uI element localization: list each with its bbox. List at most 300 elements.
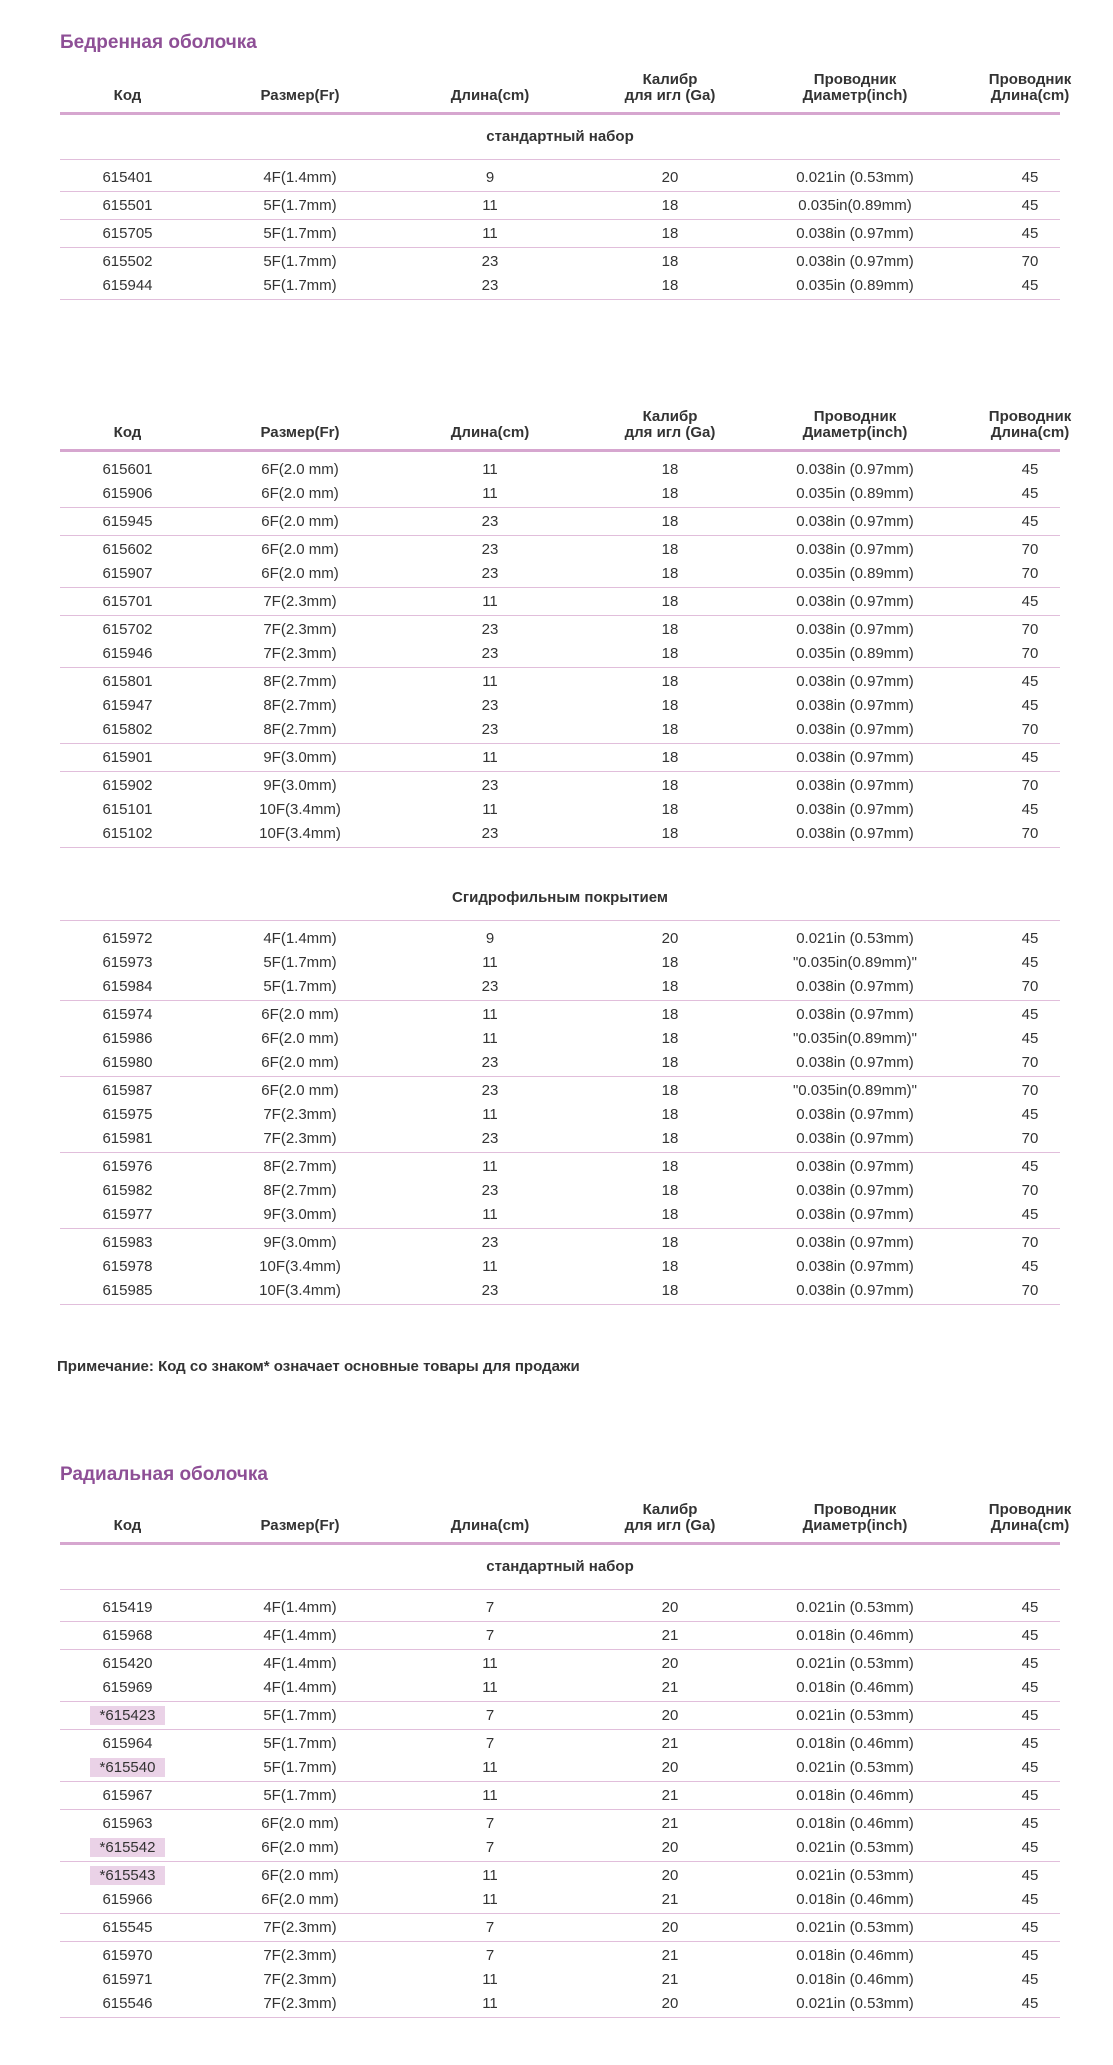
length-cell: 11 <box>482 749 498 766</box>
wire-length-cell: 45 <box>1021 801 1039 818</box>
wire-length-cell: 45 <box>1021 1839 1039 1856</box>
table-row <box>60 1103 1060 1127</box>
size-cell: 4F(1.4mm) <box>263 1655 337 1672</box>
length-cell: 11 <box>482 197 498 214</box>
code-cell: 615983 <box>102 1234 153 1251</box>
size-cell: 9F(3.0mm) <box>263 1206 337 1223</box>
size-cell: 6F(2.0 mm) <box>261 1867 339 1884</box>
size-cell: 5F(1.7mm) <box>263 1787 337 1804</box>
table-row <box>60 1079 1060 1103</box>
table-row <box>60 1704 1060 1728</box>
row-group <box>60 508 1060 536</box>
code-cell: 615802 <box>102 721 153 738</box>
header-length <box>400 88 580 104</box>
highlighted-code: *615542 <box>90 1838 166 1857</box>
diameter-cell: 0.021in (0.53mm) <box>796 1919 914 1936</box>
size-cell: 9F(3.0mm) <box>263 749 337 766</box>
length-cell: 9 <box>485 169 495 186</box>
wire-length-cell: 70 <box>1021 777 1039 794</box>
wire-length-cell: 45 <box>1021 930 1039 947</box>
size-cell: 9F(3.0mm) <box>263 777 337 794</box>
diameter-cell: 0.038in (0.97mm) <box>796 1006 914 1023</box>
size-cell: 10F(3.4mm) <box>259 1258 341 1275</box>
size-cell: 6F(2.0 mm) <box>261 513 339 530</box>
row-group <box>60 1077 1060 1153</box>
length-cell: 23 <box>481 253 499 270</box>
needle-cell: 21 <box>661 1679 679 1696</box>
needle-cell: 21 <box>661 1947 679 1964</box>
needle-cell: 20 <box>661 1599 679 1616</box>
size-cell: 6F(2.0 mm) <box>261 485 339 502</box>
size-cell: 6F(2.0 mm) <box>261 1891 339 1908</box>
needle-cell: 18 <box>661 461 679 478</box>
diameter-cell: 0.021in (0.53mm) <box>796 169 914 186</box>
wire-length-cell: 45 <box>1021 1867 1039 1884</box>
wire-length-cell: 45 <box>1021 1599 1039 1616</box>
row-group <box>60 220 1060 248</box>
code-cell: 615419 <box>102 1599 153 1616</box>
table-row <box>60 694 1060 718</box>
size-cell: 5F(1.7mm) <box>263 253 337 270</box>
code-cell <box>60 1864 195 1888</box>
table-row <box>60 951 1060 975</box>
header-line: для игл (Ga) <box>624 424 716 441</box>
wire-length-cell: 70 <box>1021 541 1039 558</box>
table-row <box>60 1027 1060 1051</box>
length-cell: 23 <box>481 777 499 794</box>
radial-standard-table <box>60 1490 1072 2018</box>
length-cell: 11 <box>482 673 498 690</box>
table-row <box>60 482 1060 506</box>
code-cell: 615977 <box>102 1206 153 1223</box>
size-cell: 8F(2.7mm) <box>263 697 337 714</box>
diameter-cell: 0.021in (0.53mm) <box>796 1759 914 1776</box>
diameter-cell: 0.038in (0.97mm) <box>796 721 914 738</box>
table-row <box>60 1836 1060 1860</box>
code-cell: 615973 <box>102 954 153 971</box>
size-cell: 6F(2.0 mm) <box>261 541 339 558</box>
needle-cell: 18 <box>661 565 679 582</box>
size-cell: 5F(1.7mm) <box>263 1707 337 1724</box>
code-cell: 615980 <box>102 1054 153 1071</box>
row-group <box>60 921 1060 1001</box>
row-group <box>60 1001 1060 1077</box>
length-cell: 23 <box>481 1282 499 1299</box>
code-cell: 615975 <box>102 1106 153 1123</box>
header-line: Калибр <box>642 1501 698 1518</box>
length-cell: 11 <box>482 1891 498 1908</box>
length-cell: 7 <box>485 1707 495 1724</box>
header-line: Код <box>113 424 142 441</box>
table-row <box>60 510 1060 534</box>
table-row <box>60 1784 1060 1808</box>
size-cell: 10F(3.4mm) <box>259 1282 341 1299</box>
code-cell: 615545 <box>102 1919 153 1936</box>
code-cell: 615984 <box>102 978 153 995</box>
code-cell: 615968 <box>102 1627 153 1644</box>
code-cell <box>60 1836 195 1860</box>
length-cell: 11 <box>482 1759 498 1776</box>
wire-length-cell: 45 <box>1021 225 1039 242</box>
needle-cell: 18 <box>661 1258 679 1275</box>
size-cell: 7F(2.3mm) <box>263 1995 337 2012</box>
diameter-cell: 0.038in (0.97mm) <box>796 253 914 270</box>
diameter-cell: 0.038in (0.97mm) <box>796 1206 914 1223</box>
header-line: Проводник <box>813 408 897 425</box>
code-cell: 615420 <box>102 1655 153 1672</box>
table-row <box>60 670 1060 694</box>
diameter-cell: 0.038in (0.97mm) <box>796 978 914 995</box>
row-group <box>60 588 1060 616</box>
length-cell: 11 <box>482 1971 498 1988</box>
table-row <box>60 1255 1060 1279</box>
header-line: Длина(cm) <box>450 1517 530 1534</box>
table-row <box>60 1916 1060 1940</box>
header-line: Диаметр(inch) <box>802 1517 908 1534</box>
row-group <box>60 452 1060 508</box>
size-cell: 6F(2.0 mm) <box>261 1006 339 1023</box>
code-cell: 615602 <box>102 541 153 558</box>
needle-cell: 20 <box>661 1995 679 2012</box>
length-cell: 23 <box>481 697 499 714</box>
length-cell: 23 <box>481 541 499 558</box>
diameter-cell: "0.035in(0.89mm)" <box>792 1030 918 1047</box>
wire-length-cell: 45 <box>1021 593 1039 610</box>
table-header <box>60 60 1072 115</box>
wire-length-cell: 45 <box>1021 673 1039 690</box>
header-code <box>60 88 195 104</box>
header-line: Длина(cm) <box>450 424 530 441</box>
diameter-cell: 0.021in (0.53mm) <box>796 1867 914 1884</box>
table-header <box>60 397 1072 452</box>
length-cell: 11 <box>482 1655 498 1672</box>
length-cell: 11 <box>482 1867 498 1884</box>
wire-length-cell: 45 <box>1021 197 1039 214</box>
needle-cell: 21 <box>661 1971 679 1988</box>
wire-length-cell: 45 <box>1021 749 1039 766</box>
code-cell: 615502 <box>102 253 153 270</box>
wire-length-cell: 45 <box>1021 461 1039 478</box>
needle-cell: 18 <box>661 621 679 638</box>
header-diameter <box>750 1502 960 1534</box>
table-row <box>60 798 1060 822</box>
header-line: Диаметр(inch) <box>802 87 908 104</box>
table-row <box>60 1888 1060 1912</box>
size-cell: 4F(1.4mm) <box>263 930 337 947</box>
highlighted-code: *615540 <box>90 1758 166 1777</box>
diameter-cell: 0.038in (0.97mm) <box>796 225 914 242</box>
row-group <box>60 1914 1060 1942</box>
needle-cell: 18 <box>661 197 679 214</box>
wire-length-cell: 70 <box>1021 253 1039 270</box>
code-cell: 615945 <box>102 513 153 530</box>
wire-length-cell: 45 <box>1021 485 1039 502</box>
row-group <box>60 744 1060 772</box>
wire-length-cell: 70 <box>1021 978 1039 995</box>
needle-cell: 18 <box>661 1054 679 1071</box>
size-cell: 5F(1.7mm) <box>263 1735 337 1752</box>
size-cell: 7F(2.3mm) <box>263 621 337 638</box>
size-cell: 7F(2.3mm) <box>263 1971 337 1988</box>
length-cell: 23 <box>481 1182 499 1199</box>
length-cell: 11 <box>482 801 498 818</box>
diameter-cell: 0.038in (0.97mm) <box>796 1282 914 1299</box>
code-cell: 615947 <box>102 697 153 714</box>
needle-cell: 18 <box>661 645 679 662</box>
needle-cell: 18 <box>661 697 679 714</box>
row-group <box>60 668 1060 744</box>
size-cell: 5F(1.7mm) <box>263 1759 337 1776</box>
code-cell: 615969 <box>102 1679 153 1696</box>
wire-length-cell: 45 <box>1021 1787 1039 1804</box>
wire-length-cell: 45 <box>1021 1919 1039 1936</box>
header-line: Проводник <box>988 1501 1072 1518</box>
table-row <box>60 1179 1060 1203</box>
diameter-cell: 0.038in (0.97mm) <box>796 1106 914 1123</box>
needle-cell: 18 <box>661 1130 679 1147</box>
table-row <box>60 166 1060 190</box>
header-line: Калибр <box>642 408 698 425</box>
needle-cell: 18 <box>661 673 679 690</box>
code-cell: 615901 <box>102 749 153 766</box>
length-cell: 7 <box>485 1599 495 1616</box>
length-cell: 11 <box>482 593 498 610</box>
wire-length-cell: 70 <box>1021 1054 1039 1071</box>
diameter-cell: 0.018in (0.46mm) <box>796 1787 914 1804</box>
table-row <box>60 1231 1060 1255</box>
length-cell: 23 <box>481 1082 499 1099</box>
code-cell: 615985 <box>102 1282 153 1299</box>
header-line: для игл (Ga) <box>624 1517 716 1534</box>
table-row <box>60 1203 1060 1227</box>
row-group <box>60 248 1060 300</box>
wire-length-cell: 45 <box>1021 1655 1039 1672</box>
wire-length-cell: 45 <box>1021 1759 1039 1776</box>
code-cell <box>60 1756 195 1780</box>
length-cell: 11 <box>482 461 498 478</box>
row-group <box>60 1810 1060 1862</box>
length-cell: 23 <box>481 825 499 842</box>
diameter-cell: 0.035in(0.89mm) <box>798 197 912 214</box>
needle-cell: 18 <box>661 1106 679 1123</box>
table-row <box>60 1155 1060 1179</box>
wire-length-cell: 70 <box>1021 1130 1039 1147</box>
header-needle <box>580 1502 760 1534</box>
highlighted-code: *615543 <box>90 1866 166 1885</box>
header-diameter <box>750 409 960 441</box>
needle-cell: 20 <box>661 1759 679 1776</box>
wire-length-cell: 70 <box>1021 1082 1039 1099</box>
needle-cell: 18 <box>661 825 679 842</box>
diameter-cell: 0.038in (0.97mm) <box>796 1182 914 1199</box>
code-cell: 615705 <box>102 225 153 242</box>
size-cell: 4F(1.4mm) <box>263 1627 337 1644</box>
diameter-cell: 0.035in (0.89mm) <box>796 645 914 662</box>
needle-cell: 18 <box>661 801 679 818</box>
length-cell: 11 <box>482 954 498 971</box>
header-diameter <box>750 72 960 104</box>
code-cell: 615964 <box>102 1735 153 1752</box>
wire-length-cell: 45 <box>1021 1030 1039 1047</box>
needle-cell: 18 <box>661 1030 679 1047</box>
length-cell: 23 <box>481 1054 499 1071</box>
needle-cell: 21 <box>661 1735 679 1752</box>
needle-cell: 20 <box>661 930 679 947</box>
code-cell: 615978 <box>102 1258 153 1275</box>
needle-cell: 21 <box>661 1815 679 1832</box>
wire-length-cell: 45 <box>1021 1158 1039 1175</box>
wire-length-cell: 45 <box>1021 1627 1039 1644</box>
diameter-cell: 0.038in (0.97mm) <box>796 801 914 818</box>
code-cell: 615986 <box>102 1030 153 1047</box>
diameter-cell: 0.035in (0.89mm) <box>796 277 914 294</box>
diameter-cell: 0.035in (0.89mm) <box>796 485 914 502</box>
length-cell: 23 <box>481 1130 499 1147</box>
header-length <box>400 425 580 441</box>
size-cell: 6F(2.0 mm) <box>261 1839 339 1856</box>
length-cell: 7 <box>485 1919 495 1936</box>
header-line: Размер(Fr) <box>260 87 340 104</box>
size-cell: 8F(2.7mm) <box>263 673 337 690</box>
diameter-cell: 0.018in (0.46mm) <box>796 1947 914 1964</box>
table-row <box>60 250 1060 274</box>
table-row <box>60 618 1060 642</box>
diameter-cell: "0.035in(0.89mm)" <box>792 954 918 971</box>
row-group <box>60 616 1060 668</box>
wire-length-cell: 70 <box>1021 621 1039 638</box>
code-cell: 615101 <box>102 801 153 818</box>
header-line: Размер(Fr) <box>260 424 340 441</box>
header-size <box>200 425 400 441</box>
code-cell: 615963 <box>102 1815 153 1832</box>
header-length <box>400 1518 580 1534</box>
wire-length-cell: 45 <box>1021 277 1039 294</box>
length-cell: 7 <box>485 1735 495 1752</box>
wire-length-cell: 45 <box>1021 169 1039 186</box>
wire-length-cell: 45 <box>1021 1947 1039 1964</box>
size-cell: 7F(2.3mm) <box>263 645 337 662</box>
table-row <box>60 1944 1060 1968</box>
wire-length-cell: 45 <box>1021 1258 1039 1275</box>
wire-length-cell: 45 <box>1021 954 1039 971</box>
wire-length-cell: 70 <box>1021 1234 1039 1251</box>
radial-section-title: Радиальная оболочка <box>60 1464 268 1485</box>
table-row <box>60 1812 1060 1836</box>
size-cell: 5F(1.7mm) <box>263 197 337 214</box>
table-row <box>60 1624 1060 1648</box>
table-row <box>60 1756 1060 1780</box>
size-cell: 6F(2.0 mm) <box>261 1030 339 1047</box>
diameter-cell: 0.018in (0.46mm) <box>796 1891 914 1908</box>
code-cell: 615702 <box>102 621 153 638</box>
diameter-cell: 0.038in (0.97mm) <box>796 1130 914 1147</box>
diameter-cell: 0.018in (0.46mm) <box>796 1627 914 1644</box>
wire-length-cell: 70 <box>1021 825 1039 842</box>
table-row <box>60 1127 1060 1151</box>
length-cell: 7 <box>485 1839 495 1856</box>
diameter-cell: 0.038in (0.97mm) <box>796 1258 914 1275</box>
note-text: Примечание: Код со знаком* означает основные товары для продажи <box>57 1358 580 1375</box>
table-row <box>60 1279 1060 1303</box>
wire-length-cell: 70 <box>1021 721 1039 738</box>
header-line: Код <box>113 1517 142 1534</box>
header-line: Длина(cm) <box>450 87 530 104</box>
code-cell: 615987 <box>102 1082 153 1099</box>
needle-cell: 20 <box>661 169 679 186</box>
size-cell: 4F(1.4mm) <box>263 1599 337 1616</box>
table-row <box>60 458 1060 482</box>
size-cell: 9F(3.0mm) <box>263 1234 337 1251</box>
table-row <box>60 927 1060 951</box>
code-cell: 615981 <box>102 1130 153 1147</box>
diameter-cell: 0.018in (0.46mm) <box>796 1815 914 1832</box>
header-line: Размер(Fr) <box>260 1517 340 1534</box>
needle-cell: 18 <box>661 513 679 530</box>
diameter-cell: 0.038in (0.97mm) <box>796 697 914 714</box>
diameter-cell: 0.038in (0.97mm) <box>796 825 914 842</box>
diameter-cell: 0.038in (0.97mm) <box>796 777 914 794</box>
needle-cell: 18 <box>661 541 679 558</box>
size-cell: 6F(2.0 mm) <box>261 1815 339 1832</box>
code-cell: 615974 <box>102 1006 153 1023</box>
code-cell: 615970 <box>102 1947 153 1964</box>
length-cell: 11 <box>482 1030 498 1047</box>
diameter-cell: 0.038in (0.97mm) <box>796 1234 914 1251</box>
row-group <box>60 1153 1060 1229</box>
wire-length-cell: 45 <box>1021 1891 1039 1908</box>
diameter-cell: 0.038in (0.97mm) <box>796 461 914 478</box>
length-cell: 11 <box>482 1995 498 2012</box>
needle-cell: 18 <box>661 1282 679 1299</box>
length-cell: 7 <box>485 1947 495 1964</box>
length-cell: 11 <box>482 1206 498 1223</box>
table-row <box>60 822 1060 846</box>
size-cell: 8F(2.7mm) <box>263 1182 337 1199</box>
diameter-cell: 0.021in (0.53mm) <box>796 1995 914 2012</box>
wire-length-cell: 70 <box>1021 1182 1039 1199</box>
needle-cell: 18 <box>661 253 679 270</box>
size-cell: 7F(2.3mm) <box>263 1919 337 1936</box>
diameter-cell: "0.035in(0.89mm)" <box>792 1082 918 1099</box>
length-cell: 23 <box>481 1234 499 1251</box>
length-cell: 7 <box>485 1627 495 1644</box>
wire-length-cell: 45 <box>1021 1006 1039 1023</box>
row-group <box>60 1782 1060 1810</box>
needle-cell: 21 <box>661 1627 679 1644</box>
header-size <box>200 1518 400 1534</box>
needle-cell: 18 <box>661 485 679 502</box>
size-cell: 10F(3.4mm) <box>259 801 341 818</box>
needle-cell: 21 <box>661 1891 679 1908</box>
length-cell: 23 <box>481 621 499 638</box>
diameter-cell: 0.038in (0.97mm) <box>796 621 914 638</box>
code-cell: 615907 <box>102 565 153 582</box>
code-cell: 615501 <box>102 197 153 214</box>
row-group <box>60 1942 1060 2018</box>
wire-length-cell: 45 <box>1021 1106 1039 1123</box>
femoral-standard-table <box>60 60 1072 300</box>
needle-cell: 18 <box>661 954 679 971</box>
size-cell: 8F(2.7mm) <box>263 721 337 738</box>
femoral-large-table <box>60 397 1072 848</box>
code-cell: 615401 <box>102 169 153 186</box>
table-subtitle: Сгидрофильным покрытием <box>60 876 1060 921</box>
length-cell: 9 <box>485 930 495 947</box>
table-row <box>60 718 1060 742</box>
needle-cell: 20 <box>661 1655 679 1672</box>
length-cell: 7 <box>485 1815 495 1832</box>
needle-cell: 20 <box>661 1867 679 1884</box>
